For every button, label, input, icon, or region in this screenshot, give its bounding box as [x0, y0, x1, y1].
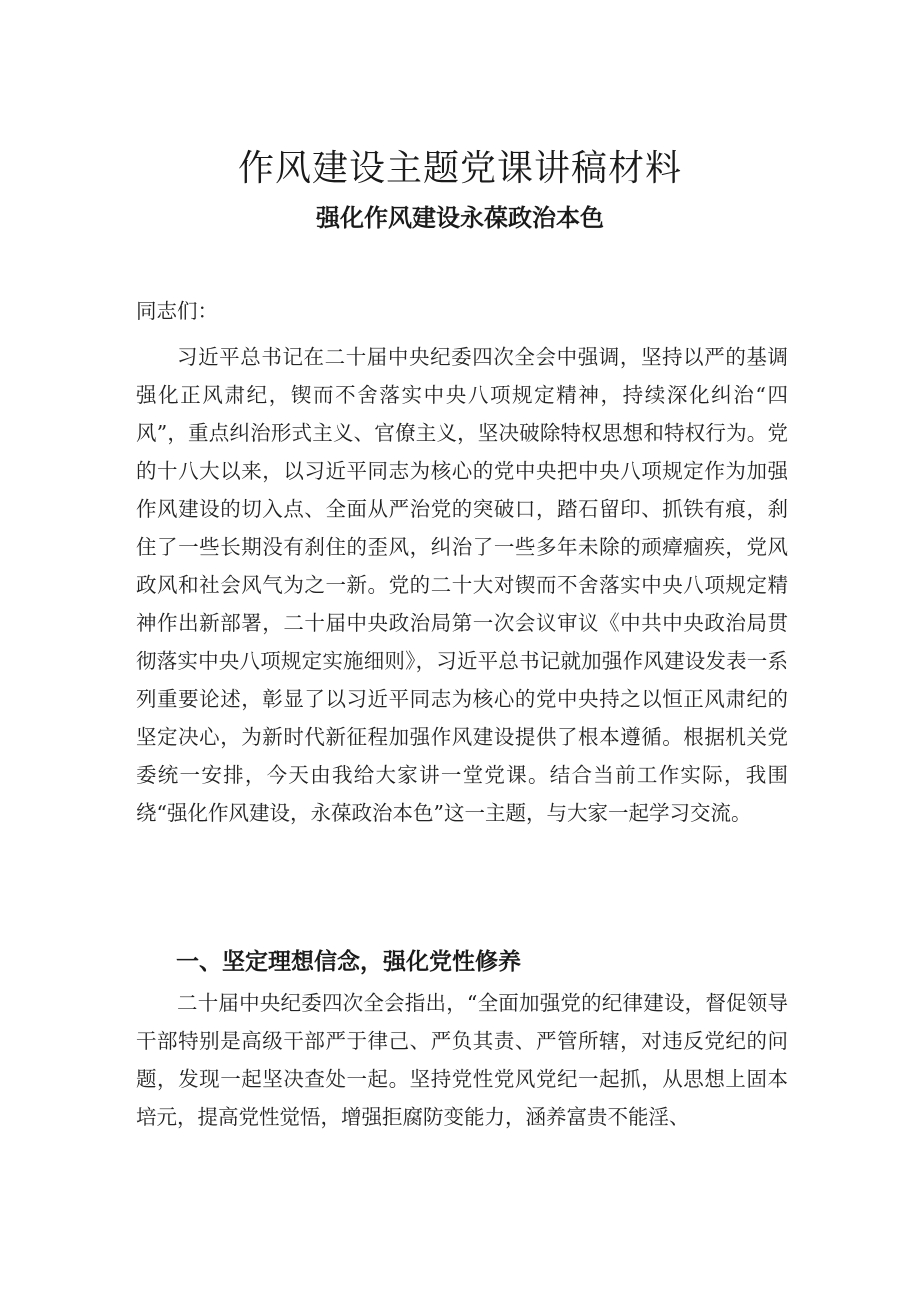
paragraph: 习近平总书记在二十届中央纪委四次全会中强调，坚持以严的基调强化正风肃纪，锲而不舍落实中央八项规定精神，持续深化纠治“四风”，重点纠治形式主义、官僚主义，坚决破除特权思想和特权行为。党的十八大以来，以习近平同志为核心的党中央把中央八项规定作为加强作风建设的切入点、全面从严治党的突破口，踏石留印、抓铁有痕，刹住了一些长期没有刹住的歪风，纠治了一些多年未除的顽瘴痼疾，党风政风和社会风气为之一新。党的二十大对锲而不舍落实中央八项规定精神作出新部署，二十届中央政治局第一次会议审议《中共中央政治局贯彻落实中央八项规定实施细则》，习近平总书记就加强作风建设发表一系列重要论述，彰显了以习近平同志为核心的党中央持之以恒正风肃纪的坚定决心，为新时代新征程加强作风建设提供了根本遵循。根据机关党委统一安排，今天由我给大家讲一堂党课。结合当前工作实际，我围绕“强化作风建设，永葆政治本色”这一主题，与大家一起学习交流。: [136, 345, 788, 825]
body-section-1: [136, 984, 788, 1136]
section-heading: 一、坚定理想信念，强化党性修养: [176, 949, 521, 975]
salutation: 同志们：: [136, 299, 218, 323]
document-title: 作风建设主题党课讲稿材料: [237, 148, 682, 189]
document-subtitle: 强化作风建设永葆政治本色: [316, 204, 604, 232]
paragraph: 二十届中央纪委四次全会指出，“全面加强党的纪律建设，督促领导干部特别是高级干部严于律己、严负其责、严管所辖，对违反党纪的问题，发现一起坚决查处一起。坚持党性党风党纪一起抓，从思想上固本培元，提高党性觉悟，增强拒腐防变能力，涵养富贵不能淫、: [136, 991, 788, 1129]
body-section-intro: [136, 338, 788, 832]
